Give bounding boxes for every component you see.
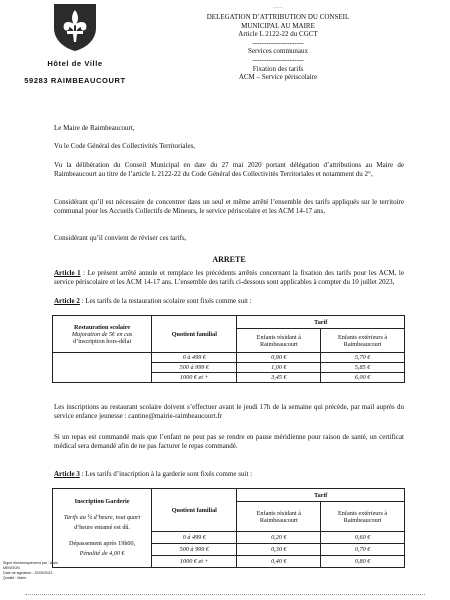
delegation-line: Services communaux [247, 47, 309, 56]
delegation-line: DELEGATION D’ATTRIBUTION DU CONSEIL [206, 13, 350, 21]
resident-price: 0,90 € [237, 353, 321, 363]
qf-value: 500 à 999 € [152, 363, 237, 373]
resident-price: 1,00 € [237, 363, 321, 373]
daycare-quarter-note: Tarifs au ¼ d’heure, tout quart [63, 514, 141, 521]
daycare-service-title: Inscription Garderie [74, 498, 130, 505]
town-postcode: 59283 RAIMBEAUCOURT [24, 76, 126, 85]
signature-role: Qualité : Maire [3, 576, 27, 580]
col-resident: Enfants résidant à Raimbeaucourt [237, 502, 321, 532]
municipal-crest [52, 2, 98, 52]
article-1 [54, 269, 404, 288]
article-3-label: Article 3 [54, 470, 80, 478]
exterior-price: 6,00 € [321, 373, 405, 383]
daycare-penalty-note: Pénalité de 4,00 € [79, 550, 125, 557]
canteen-medical-note: Si un repas est commandé mais que l’enfant ne peut pas se rendre en pause méridienne pour raison de santé, un certificat médical sera demandé afin de ne pas facturer le repas commandé. [54, 433, 404, 451]
town-hall-label: Hôtel de Ville [47, 59, 103, 68]
canteen-registration-note: Les inscriptions au restaurant scolaire doivent s’effectuer avant le jeudi 17h de la semaine qui précède, par mail auprès du service enfance jeunesse : cantine@mairie-raimbeaucourt.fr [54, 403, 404, 421]
daycare-tariff-table [52, 488, 405, 568]
fleur-de-lis-shield-icon [52, 2, 98, 52]
resident-price: 3,45 € [237, 373, 321, 383]
mayor-line: Le Maire de Raimbeaucourt, [54, 124, 135, 132]
canteen-late-note: d’inscription hors-délai [73, 337, 132, 345]
empty-cell [53, 353, 152, 383]
article-2-label: Article 2 [54, 297, 80, 305]
exterior-price: 0,80 € [321, 556, 405, 568]
canteen-tariff-table [52, 315, 405, 383]
signature-line: MENISON [3, 566, 20, 570]
article-2-text: : Les tarifs de la restauration scolaire sont fixés comme suit : [79, 297, 252, 305]
article-1-label: Article 1 [54, 269, 81, 277]
delegation-line: Article L 2122-22 du CGCT [238, 30, 318, 39]
canteen-service-title: Restauration scolaire [74, 323, 131, 331]
considering-2: Considérant qu’il convient de réviser ces tarifs, [54, 234, 187, 242]
considering-1: Considérant qu’il est nécessaire de concentrer dans un seul et même arrêté l’ensemble des tarifs appliqués sur le territoire communal pour les Accueils Collectifs de Mineurs, le service périscolaire et les ACM 14-17 ans, [54, 198, 404, 216]
qf-header: Quotient familial [152, 316, 237, 353]
resident-price: 0,20 € [237, 532, 321, 544]
resident-price: 0,40 € [237, 556, 321, 568]
header-top-mark: .......... [273, 4, 283, 9]
qf-value: 1000 € et + [152, 556, 237, 568]
electronic-signature [3, 561, 83, 581]
daycare-due-note: d’heure entamé est dû. [74, 524, 131, 531]
footer-rule [25, 594, 425, 597]
col-exterior: Enfants extérieurs à Raimbeaucourt [321, 329, 405, 353]
canteen-service-cell [53, 316, 152, 353]
exterior-price: 5,85 € [321, 363, 405, 373]
daycare-late-note: Dépassement après 19h00, [69, 540, 136, 547]
qf-value: 500 à 999 € [152, 544, 237, 556]
col-exterior: Enfants extérieurs à Raimbeaucourt [321, 502, 405, 532]
article-3-text: : Les tarifs d’inscription à la garderie sont fixés comme suit : [79, 470, 253, 478]
daycare-service-cell [53, 489, 152, 568]
delegation-line: ACM – Service périscolaire [238, 73, 318, 82]
signature-date: Date de signature : 22/05/2023 [3, 571, 53, 575]
article-3 [54, 470, 404, 479]
town-block [0, 58, 150, 86]
delegation-line: MUNICIPAL AU MAIRE [241, 21, 315, 30]
article-2 [54, 297, 404, 306]
article-1-text: : Le présent arrêté annule et remplace les précédents arrêtés concernant la fixation des tarifs pour les ACM, le service périscolaire et les ACM 14-17 ans. L’ensemble des tarifs ci-dessous sont applicables à compter du 10 juillet 2023, [54, 269, 404, 287]
exterior-price: 5,70 € [321, 353, 405, 363]
exterior-price: 0,70 € [321, 544, 405, 556]
delegation-separator: ---------------------- [252, 38, 304, 47]
delegation-header [182, 4, 374, 82]
resident-price: 0,30 € [237, 544, 321, 556]
exterior-price: 0,60 € [321, 532, 405, 544]
arrete-heading: ARRETE [212, 255, 246, 264]
signature-line: Signé électroniquement par : Alain [3, 561, 58, 565]
qf-value: 0 à 499 € [152, 532, 237, 544]
qf-value: 0 à 499 € [152, 353, 237, 363]
canteen-surcharge-note: Majoration de 5€ en cas [71, 330, 133, 338]
tarif-header: Tarif [237, 316, 405, 329]
qf-value: 1000 € et + [152, 373, 237, 383]
vu-cgct: Vu le Code Général des Collectivités Territoriales, [54, 142, 196, 150]
tarif-header: Tarif [237, 489, 405, 502]
vu-deliberation: Vu la délibération du Conseil Municipal en date du 27 mai 2020 portant délégation d’attributions au Maire de Raimbeaucourt au titre de l’article L 2122-22 du Code Général des Collectivités Territoriales et notamment du 2°, [54, 161, 404, 179]
col-resident: Enfants résidant à Raimbeaucourt [237, 329, 321, 353]
delegation-separator: ---------------------- [252, 55, 304, 64]
delegation-line: Fixation des tarifs [252, 64, 304, 73]
qf-header: Quotient familial [152, 489, 237, 532]
